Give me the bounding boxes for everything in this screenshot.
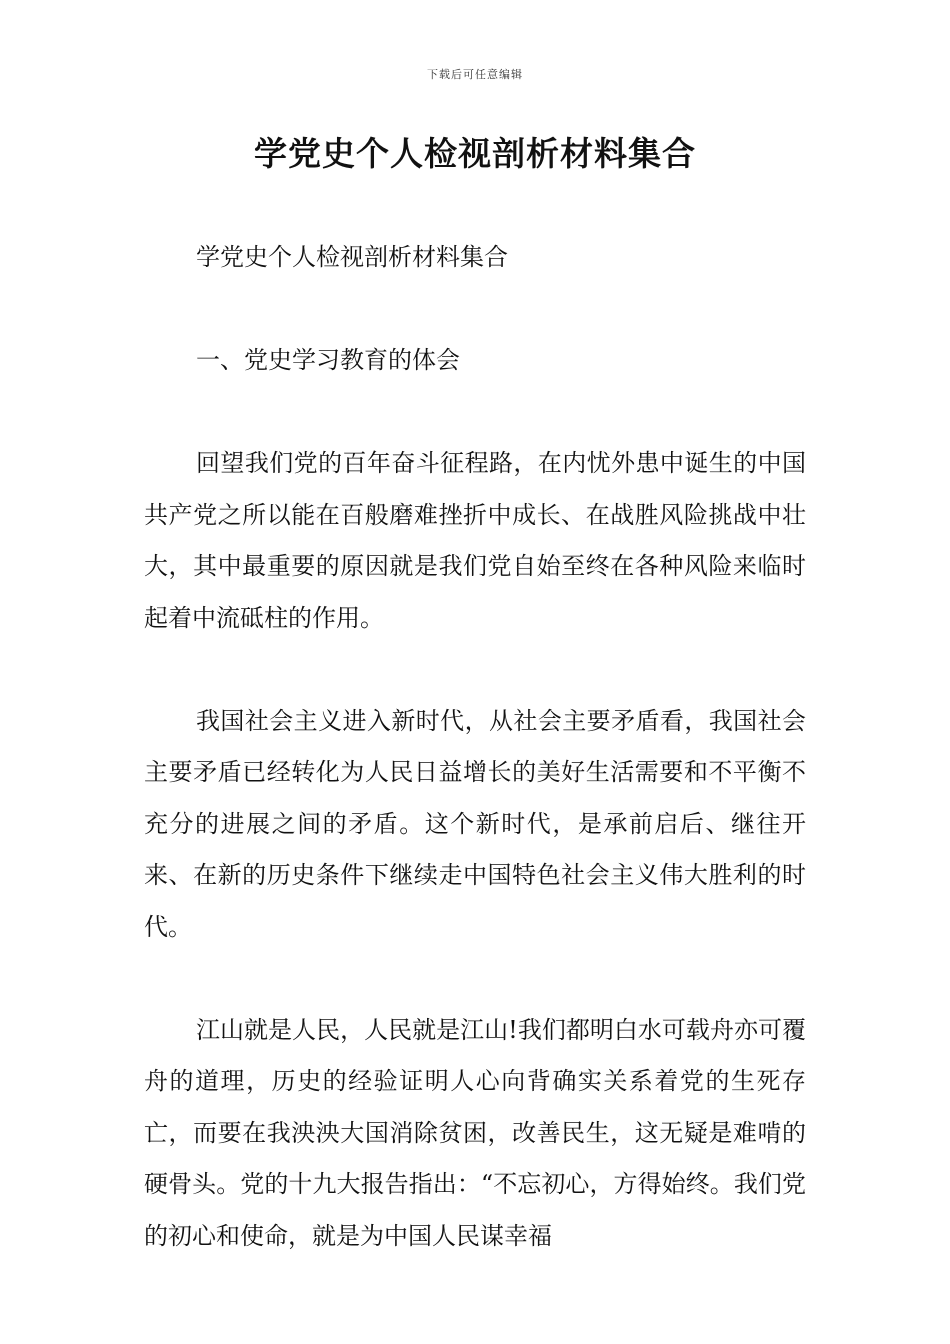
paragraph: 回望我们党的百年奋斗征程路，在内忧外患中诞生的中国共产党之所以能在百般磨难挫折中成长、在战胜风险挑战中壮大，其中最重要的原因就是我们党自始至终在各种风险来临时起着中流砥柱的作用。 [144, 449, 806, 632]
document-title: 学党史个人检视剖析材料集合 [254, 134, 696, 173]
paragraph-subtitle: 学党史个人检视剖析材料集合 [196, 243, 508, 271]
paragraph: 江山就是人民，人民就是江山!我们都明白水可载舟亦可覆舟的道理，历史的经验证明人心向背确实关系着党的生死存亡，而要在我泱泱大国消除贫困，改善民生，这无疑是难啃的硬骨头。党的十九大报告指出：“不忘初心，方得始终。我们党的初心和使命，就是为中国人民谋幸福 [144, 1015, 806, 1250]
paragraph: 我国社会主义进入新时代，从社会主要矛盾看，我国社会主要矛盾已经转化为人民日益增长的美好生活需要和不平衡不充分的进展之间的矛盾。这个新时代，是承前启后、继往开来、在新的历史条件下继续走中国特色社会主义伟大胜利的时代。 [144, 706, 806, 941]
document-body [144, 232, 806, 1314]
section-heading: 一、党史学习教育的体会 [196, 346, 460, 374]
header-note: 下载后可任意编辑 [427, 68, 523, 81]
